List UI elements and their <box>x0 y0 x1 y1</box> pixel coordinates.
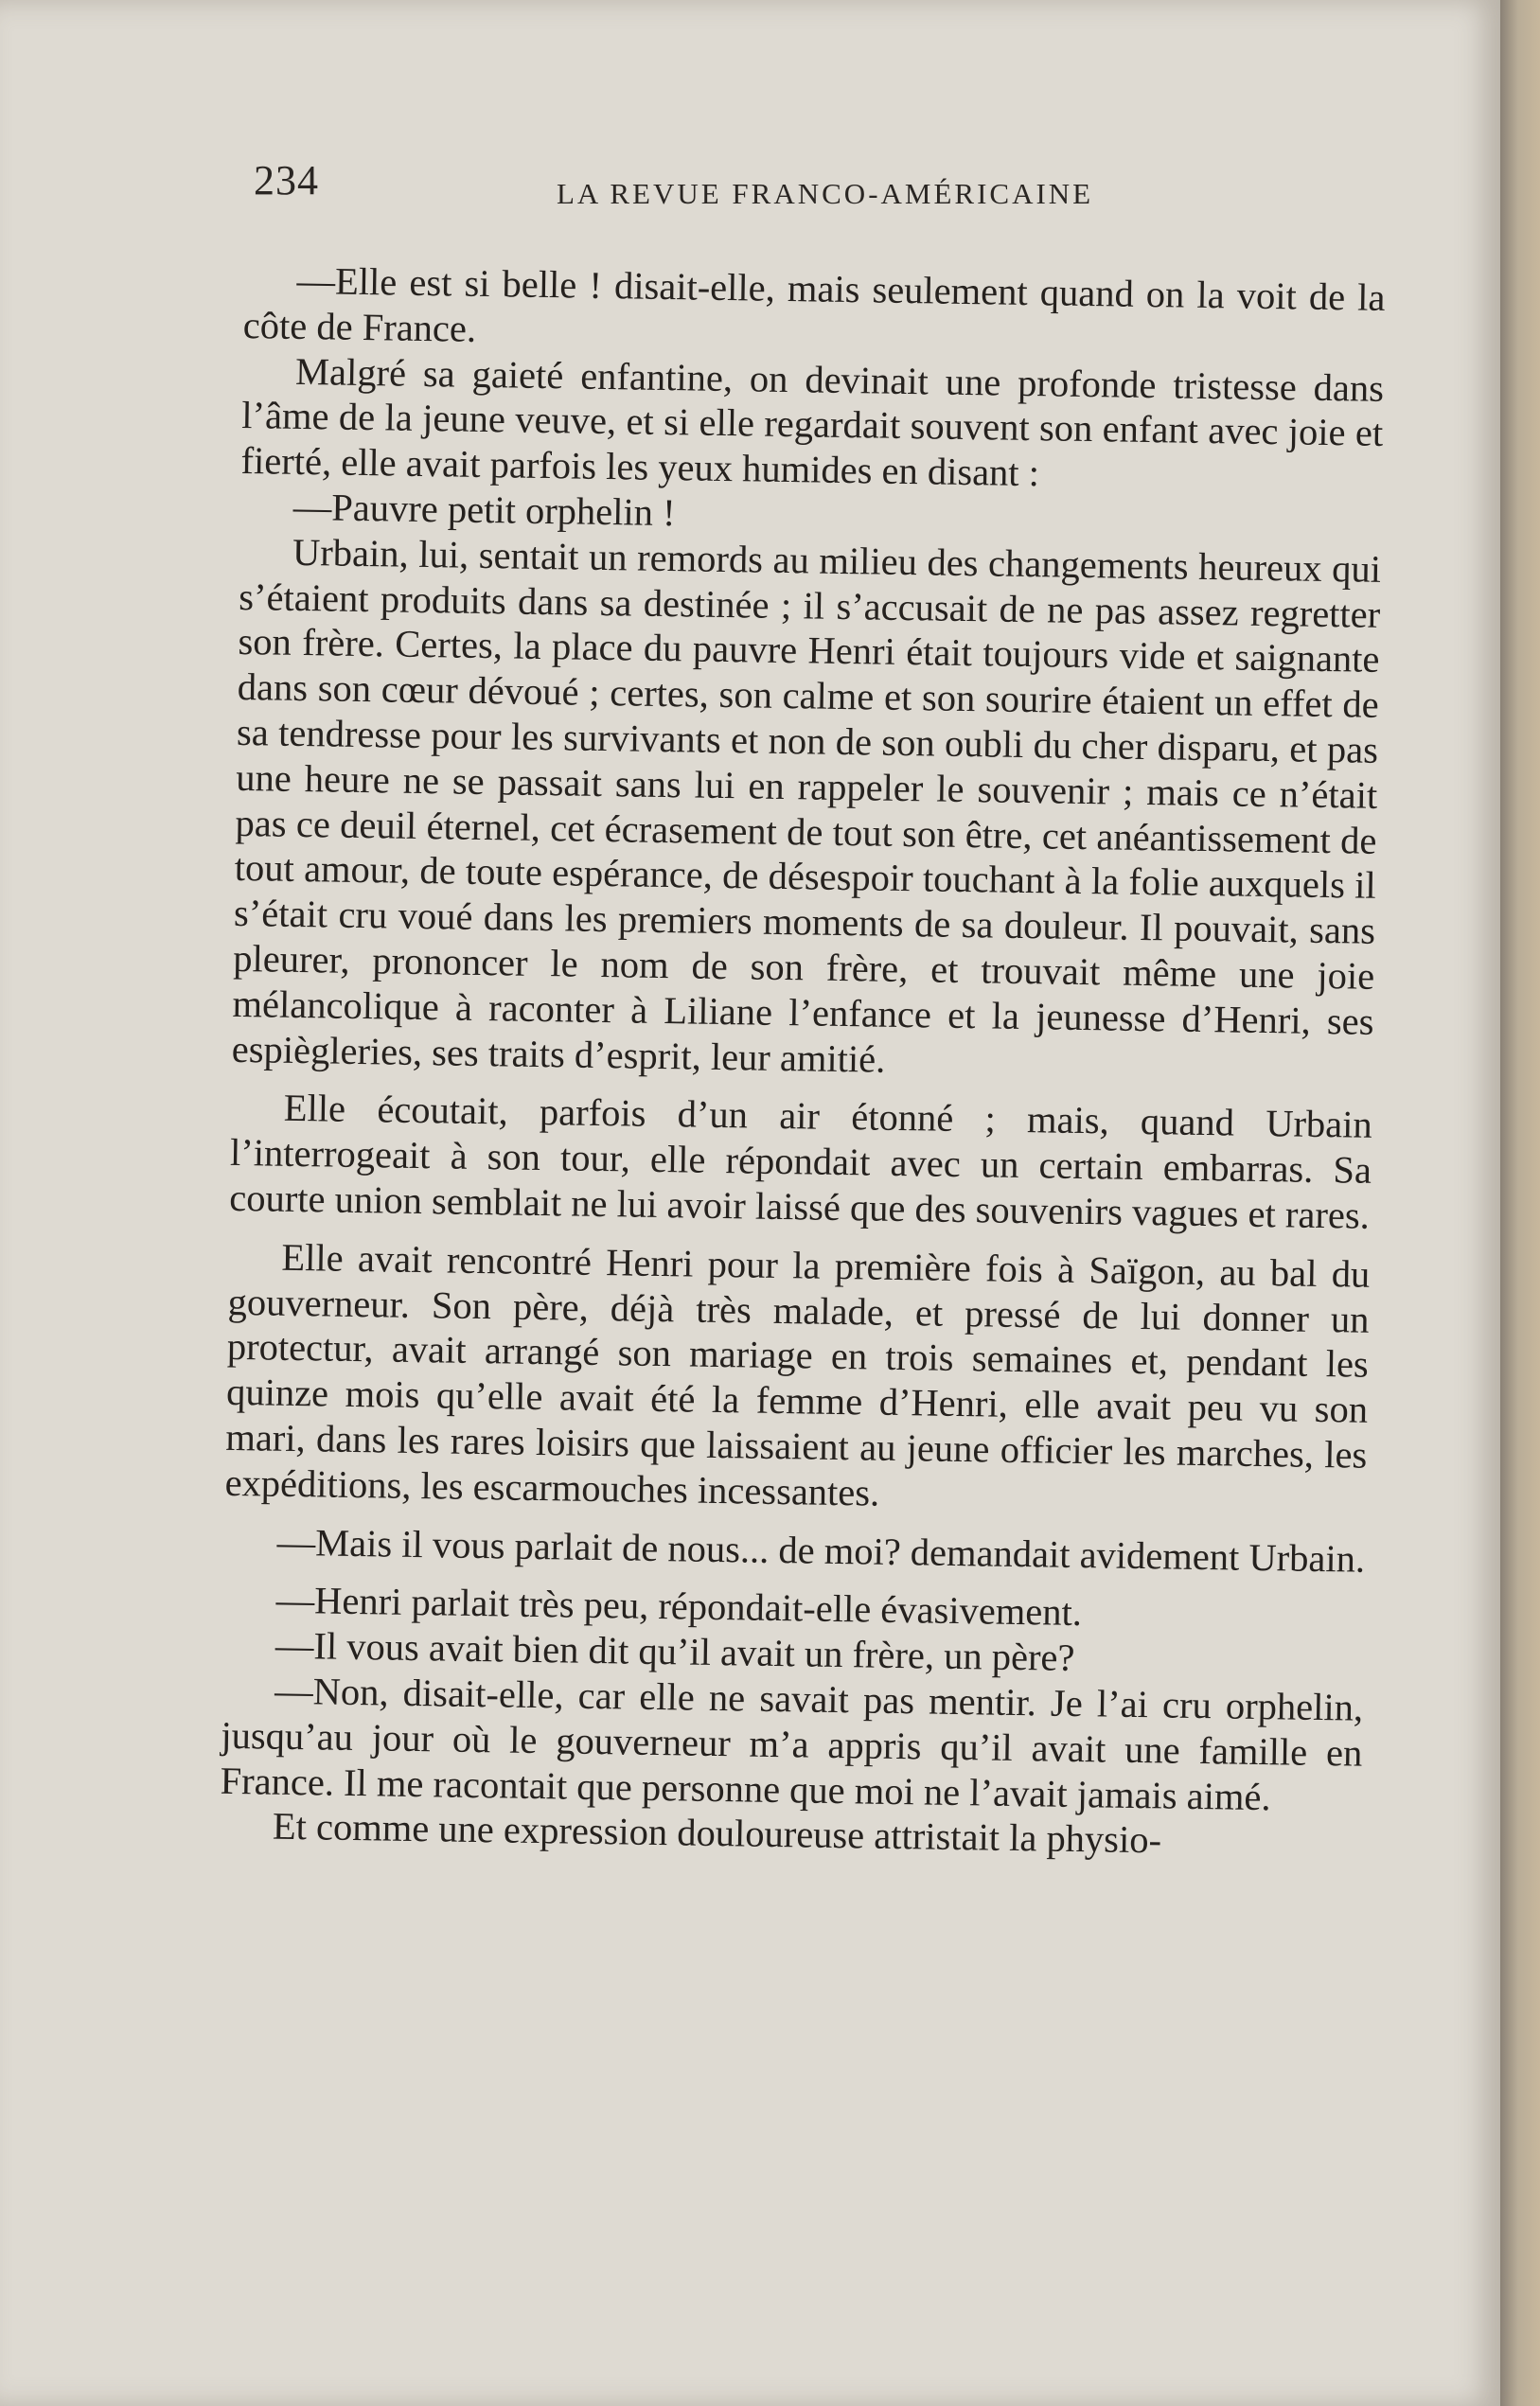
paragraph: Elle avait rencontré Henri pour la première fois à Saïgon, au bal du gouverneur. Son père, déjà très malade, et pressé de lui donner un protectur, avait arrangé son mariage en trois semaines et, pendant les quinze mois qu’elle avait été la femme d’Henri, elle avait peu vu son mari, dans les rares loisirs que laissaient au jeune officier les marches, les expéditions, les escarmouches incessantes. <box>224 1235 1371 1514</box>
body-text <box>220 257 1386 1866</box>
paragraph: —Pauvre petit orphelin ! <box>292 485 676 535</box>
paragraph: —Mais il vous parlait de nous... de moi? demandait avidement Urbain. <box>276 1520 1366 1581</box>
page-number: 234 <box>254 157 319 203</box>
paragraph: —Henri parlait très peu, répondait-elle évasivement. <box>275 1579 1083 1635</box>
paragraph: —Il vous avait bien dit qu’il avait un frère, un père? <box>274 1623 1075 1680</box>
paragraph: Malgré sa gaieté enfantine, on devinait une profonde tristesse dans l’âme de la jeune veuve, et si elle regardait souvent son enfant avec joie et fierté, elle avait parfois les yeux humides en disant : <box>240 349 1385 495</box>
page-edge <box>1500 0 1540 2406</box>
paragraph: Elle écoutait, parfois d’un air étonné ; mais, quand Urbain l’interrogeait à son tour, elle répondait avec un certain embarras. Sa courte union semblait ne lui avoir laissé que des souvenirs vagues et rares. <box>229 1087 1373 1237</box>
running-title: LA REVUE FRANCO-AMÉRICAINE <box>557 177 1094 210</box>
paragraph: Et comme une expression douloureuse attristait la physio- <box>272 1804 1162 1862</box>
paragraph: Urbain, lui, sentait un remords au milieu des changements heureux qui s’étaient produits dans sa destinée ; il s’accusait de ne pas assez regretter son frère. Certes, la place du pauvre Henri était toujours vide et saignante dans son cœur dévoué ; certes, son calme et son sourire étaient un effet de sa tendresse pour les survivants et non de son oubli du cher disparu, et pas une heure ne se passait sans lui en rappeler le souvenir ; mais ce n’était pas ce deuil éternel, cet écrasement de tout son être, cet anéantissement de tout amour, de toute espérance, de désespoir touchant à la folie auxquels il s’était cru voué dans les premiers moments de sa douleur. Il pouvait, sans pleurer, prononcer le nom de son frère, et trouvait même une joie mélancolique à raconter à Liliane l’enfance et la jeunesse d’Henri, ses espiègleries, ses traits d’esprit, leur amitié. <box>231 530 1382 1081</box>
page-header <box>254 156 1399 222</box>
paragraph: —Elle est si belle ! disait-elle, mais seulement quand on la voit de la côte de France. <box>242 258 1386 350</box>
paragraph: —Non, disait-elle, car elle ne savait pas mentir. Je l’ai cru orphelin, jusqu’au jour où le gouverneur m’a appris qu’il avait une famille en France. Il me racontait que personne que moi ne l’avait jamais aimé. <box>220 1669 1364 1818</box>
